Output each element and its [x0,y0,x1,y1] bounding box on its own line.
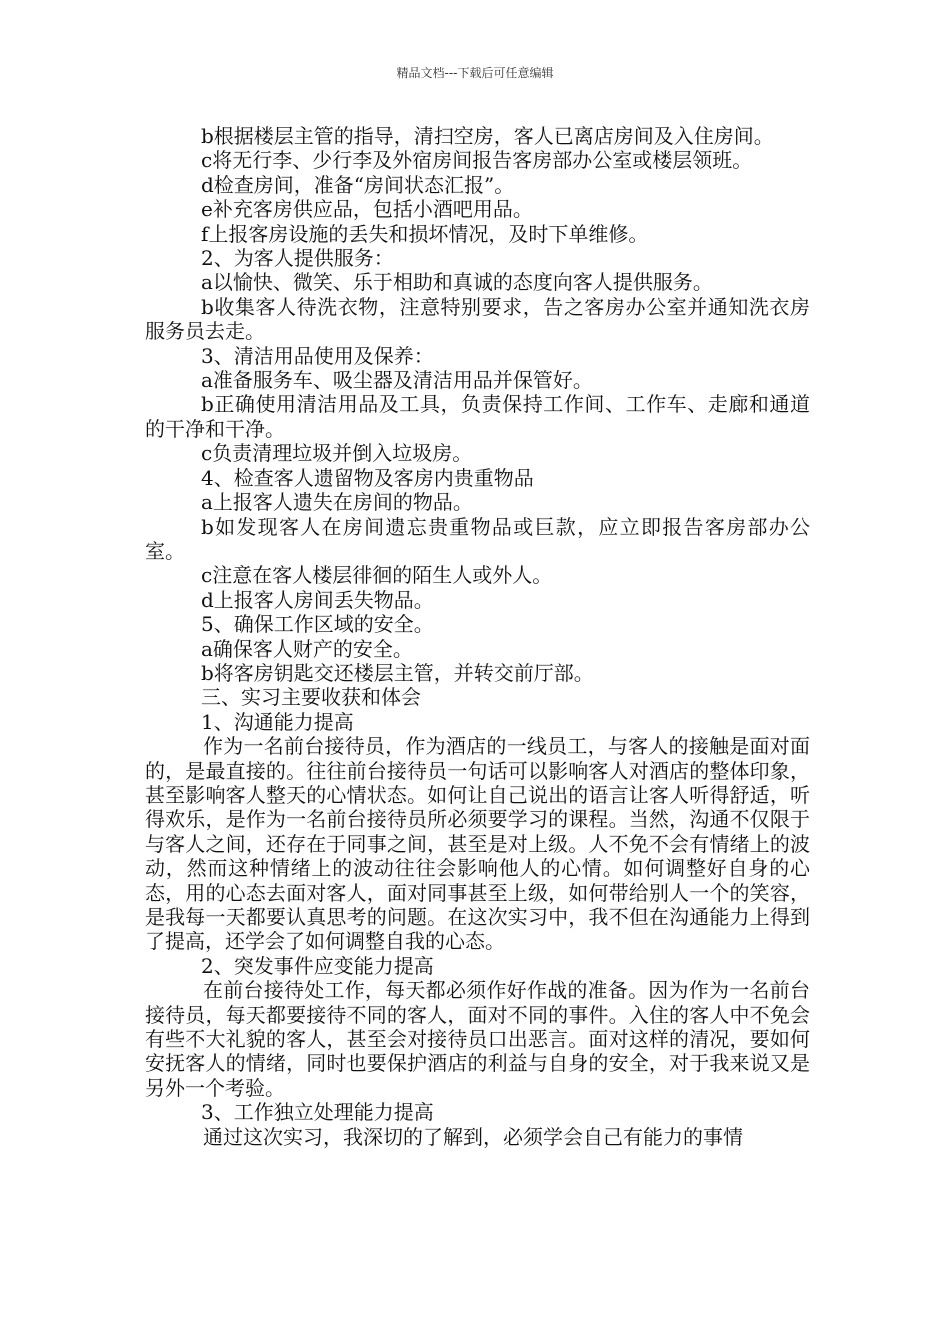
paragraph: 三、实习主要收获和体会 [201,685,421,710]
paragraph: f上报客房设施的丢失和损坏情况，及时下单维修。 [201,221,649,246]
paragraph: b正确使用清洁用品及工具，负责保持工作间、工作车、走廊和通道的干净和干净。 [145,392,810,441]
paragraph: b收集客人待洗衣物，注意特别要求，告之客房办公室并通知洗衣房服务员去走。 [145,294,810,344]
paragraph: 在前台接待处工作，每天都必须作好作战的准备。因为作为一名前台接待员，每天都要接待不同的客人，面对不同的事件。入住的客人中不免会有些不大礼貌的客人，甚至会对接待员口出恶言。面对这样的清况，要如何安抚客人的情绪，同时也要保护酒店的利益与自身的安全，对于我来说又是另外一个考验。 [145,978,810,1100]
paragraph: 通过这次实习，我深切的了解到，必须学会自己有能力的事情 [203,1124,743,1149]
paragraph: e补充客房供应品，包括小酒吧用品。 [201,197,533,222]
paragraph: a确保客人财产的安全。 [201,636,413,661]
paragraph: b如发现客人在房间遗忘贵重物品或巨款，应立即报告客房部办公室。 [145,514,810,563]
paragraph: b根据楼层主管的指导，清扫空房，客人已离店房间及入住房间。 [201,124,774,148]
page-header: 精品文档---下载后可任意编辑 [396,66,554,80]
paragraph: a上报客人遗失在房间的物品。 [201,490,473,515]
paragraph: b将客房钥匙交还楼层主管，并转交前厅部。 [201,660,594,685]
paragraph: 作为一名前台接待员，作为酒店的一线员工，与客人的接触是面对面的，是最直接的。往往前台接待员一句话可以影响客人对酒店的整体印象，甚至影响客人整天的心情状态。如何让自己说出的语言让客人听得舒适，听得欢乐，是作为一名前台接待员所必须要学习的课程。当然，沟通不仅限于与客人之间，还存在于同事之间，甚至是对上级。人不免不会有情绪上的波动，然而这种情绪上的波动往往会影响他人的心情。如何调整好自身的心态，用的心态去面对客人，面对同事甚至上级，如何带给别人一个的笑容，是我每一天都要认真思考的问题。在这次实习中，我不但在沟通能力上得到了提高，还学会了如何调整自我的心态。 [145,734,810,954]
paragraph: 1、沟通能力提高 [201,709,354,734]
paragraph: 2、突发事件应变能力提高 [201,953,434,978]
paragraph: c注意在客人楼层徘徊的陌生人或外人。 [201,563,553,588]
paragraph: c将无行李、少行李及外宿房间报告客房部办公室或楼层领班。 [201,148,753,173]
paragraph: 2、为客人提供服务： [201,246,394,271]
paragraph: 4、检查客人遗留物及客房内贵重物品 [201,465,534,490]
paragraph: 3、清洁用品使用及保养： [201,343,434,368]
paragraph: a准备服务车、吸尘器及清洁用品并保管好。 [201,368,593,393]
paragraph: 3、工作独立处理能力提高 [201,1100,434,1125]
paragraph: 5、确保工作区域的安全。 [201,612,434,637]
document-body [145,124,810,1149]
paragraph: d检查房间，准备“房间状态汇报”。 [201,172,515,197]
paragraph: c负责清理垃圾并倒入垃圾房。 [201,441,473,466]
paragraph: d上报客人房间丢失物品。 [201,587,434,612]
paragraph: a以愉快、微笑、乐于相助和真诚的态度向客人提供服务。 [201,270,713,295]
